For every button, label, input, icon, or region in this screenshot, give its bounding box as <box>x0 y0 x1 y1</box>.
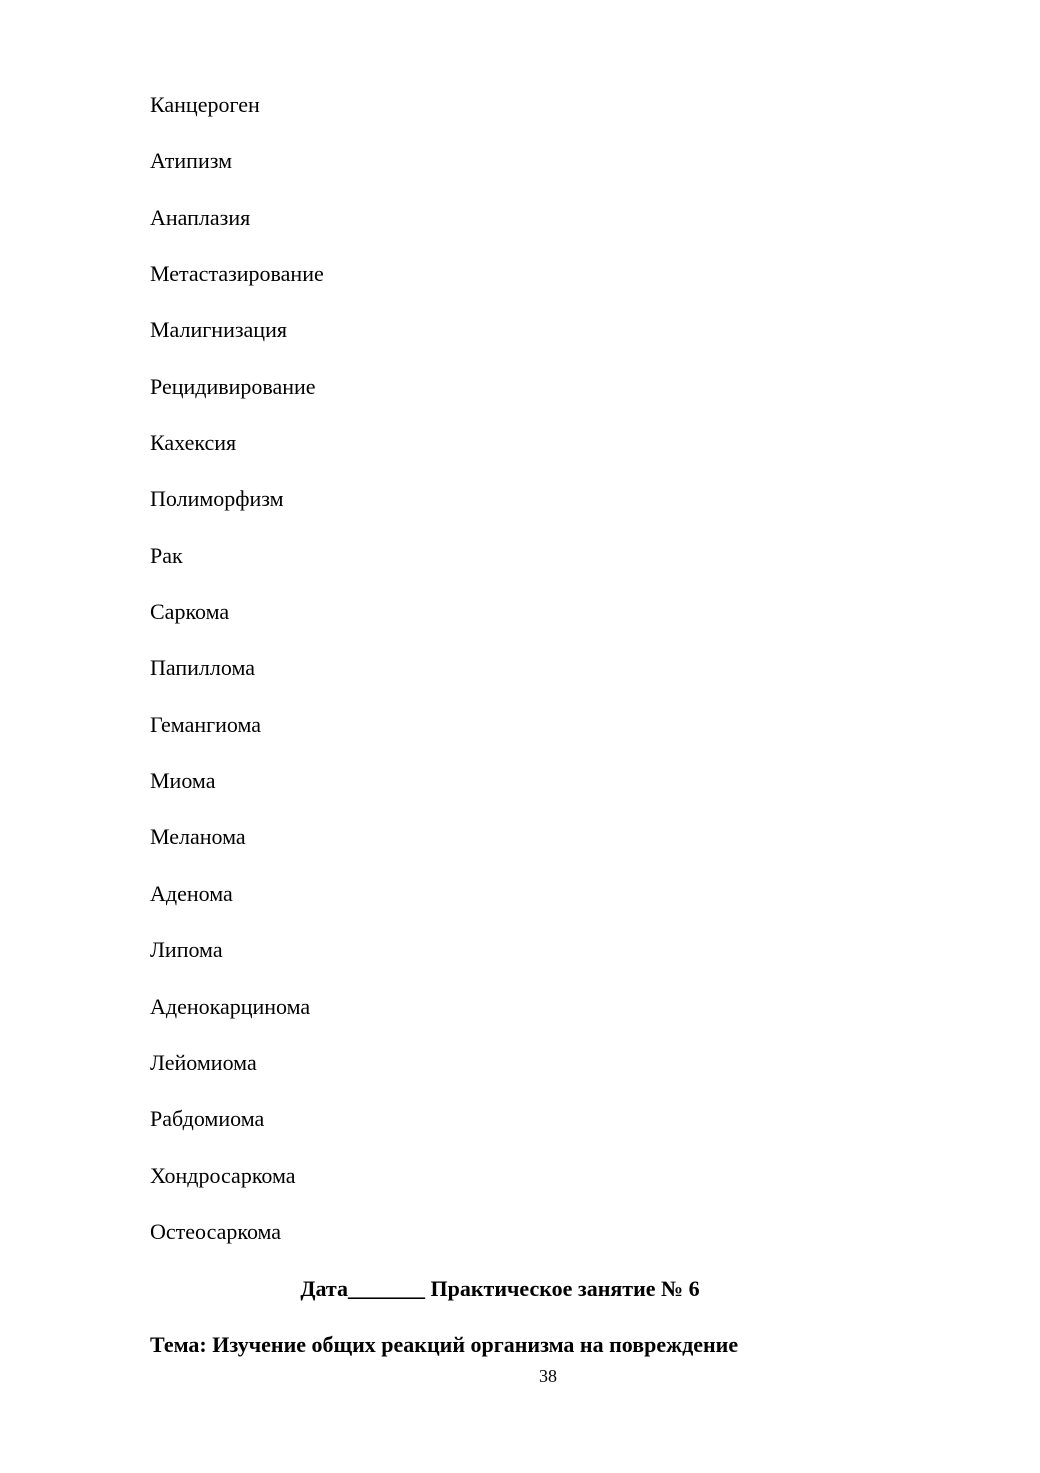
session-heading: Дата_______ Практическое занятие № 6 <box>300 1276 700 1301</box>
term-item: Липома <box>150 937 223 963</box>
term-item: Рецидивирование <box>150 373 316 399</box>
term-item: Метастазирование <box>150 261 324 287</box>
term-item: Рак <box>150 542 183 568</box>
term-item: Остеосаркома <box>150 1218 282 1244</box>
term-item: Атипизм <box>150 148 233 174</box>
term-item: Полиморфизм <box>150 486 284 512</box>
term-item: Гемангиома <box>150 711 262 737</box>
term-item: Малигнизация <box>150 317 287 343</box>
term-item: Канцероген <box>150 92 260 117</box>
term-item: Анаплазия <box>150 204 251 230</box>
term-item: Лейомиома <box>150 1049 257 1075</box>
term-item: Меланома <box>150 824 246 850</box>
term-list <box>150 88 324 1271</box>
term-item: Хондросаркома <box>150 1162 296 1188</box>
term-item: Рабдомиома <box>150 1106 265 1132</box>
term-item: Аденокарцинома <box>150 993 311 1019</box>
term-item: Кахексия <box>150 430 237 456</box>
term-item: Миома <box>150 768 216 794</box>
topic-heading: Тема: Изучение общих реакций организма на повреждение <box>150 1332 739 1357</box>
term-item: Саркома <box>150 599 230 625</box>
page-number: 38 <box>539 1366 557 1386</box>
term-item: Папиллома <box>150 655 255 681</box>
term-item: Аденома <box>150 880 233 906</box>
